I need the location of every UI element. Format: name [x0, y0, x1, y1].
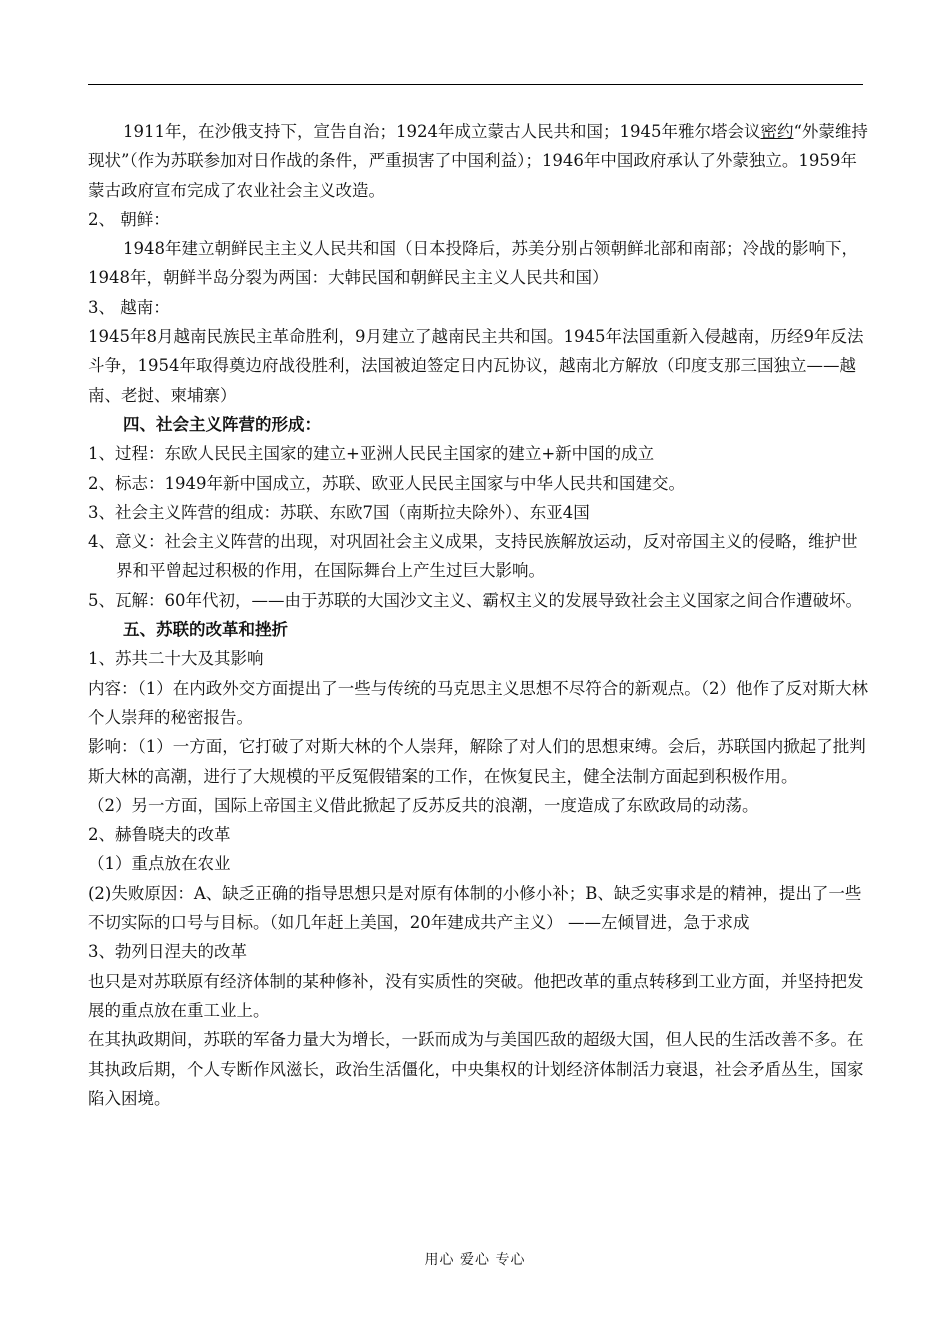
paragraph-korea: 1948年建立朝鲜民主主义人民共和国（日本投降后，苏美分别占领朝鲜北部和南部；冷战的影响下，1948年，朝鲜半岛分裂为两国：大韩民国和朝鲜民主主义人民共和国）	[88, 239, 858, 288]
list-item: （1）重点放在农业	[88, 854, 231, 874]
page-footer: 用心 爱心 专心	[424, 1252, 526, 1268]
list-item: 1、过程：东欧人民民主国家的建立+亚洲人民民主国家的建立+新中国的成立	[88, 444, 655, 464]
document-body	[88, 117, 868, 1113]
paragraph-brezhnev-1: 也只是对苏联原有经济体制的某种修补，没有实质性的突破。他把改革的重点转移到工业方面，并坚持把发展的重点放在重工业上。	[88, 971, 864, 1020]
list-item: 3、勃列日涅夫的改革	[88, 942, 247, 962]
list-item: 5、瓦解：60年代初，——由于苏联的大国沙文主义、霸权主义的发展导致社会主义国家之间合作遭破坏。	[88, 590, 862, 610]
list-item: 2、标志：1949年新中国成立，苏联、欧亚人民民主国家与中华人民共和国建交。	[88, 473, 685, 493]
list-item: 3、社会主义阵营的组成：苏联、东欧7国（南斯拉夫除外）、东亚4国	[88, 502, 590, 522]
paragraph-failure-reasons: (2)失败原因：A、缺乏正确的指导思想只是对原有体制的小修小补；B、缺乏实事求是的精神，提出了一些不切实际的口号与目标。（如几年赶上美国，20年建成共产主义） ——左倾冒进，急于求成	[88, 883, 862, 933]
mongolia-text-continued: “外蒙维持现状”（作为苏联参加对日作战的条件，严重损害了中国利益）；1946年中国政府承认了外蒙独立。1959年蒙古政府宣布完成了农业社会主义改造。	[88, 122, 868, 200]
section-korea-title: 2、 朝鲜：	[88, 209, 170, 229]
underlined-term: 密约	[760, 122, 794, 141]
header-rule	[88, 84, 863, 85]
paragraph-impact-2: （2）另一方面，国际上帝国主义借此掀起了反苏反共的浪潮，一度造成了东欧政局的动荡。	[88, 795, 759, 815]
list-item: 2、赫鲁晓夫的改革	[88, 825, 231, 845]
list-item: 4、意义：社会主义阵营的出现，对巩固社会主义成果，支持民族解放运动，反对帝国主义的侵略，维护世界和平曾起过积极的作用，在国际舞台上产生过巨大影响。	[88, 532, 858, 581]
heading-socialist-camp: 四、社会主义阵营的形成：	[123, 414, 321, 434]
list-item: 1、苏共二十大及其影响	[88, 649, 264, 669]
heading-soviet-reform: 五、苏联的改革和挫折	[123, 620, 288, 640]
paragraph-mongolia	[88, 117, 868, 205]
section-vietnam-title: 3、 越南：	[88, 297, 170, 317]
paragraph-brezhnev-2: 在其执政期间，苏联的军备力量大为增长，一跃而成为与美国匹敌的超级大国，但人民的生活改善不多。在其执政后期，个人专断作风滋长，政治生活僵化，中央集权的计划经济体制活力衰退，社会矛盾丛生，国家陷入困境。	[88, 1030, 864, 1108]
paragraph-impact: 影响：（1）一方面，它打破了对斯大林的个人崇拜，解除了对人们的思想束缚。会后，苏联国内掀起了批判斯大林的高潮，进行了大规模的平反冤假错案的工作，在恢复民主，健全法制方面起到积极作用。	[88, 737, 866, 786]
mongolia-text: 1911年，在沙俄支持下，宣告自治；1924年成立蒙古人民共和国；1945年雅尔塔会议	[123, 122, 761, 141]
paragraph-content: 内容：（1）在内政外交方面提出了一些与传统的马克思主义思想不尽符合的新观点。（2）他作了反对斯大林个人崇拜的秘密报告。	[88, 678, 868, 727]
paragraph-vietnam: 1945年8月越南民族民主革命胜利，9月建立了越南民主共和国。1945年法国重新入侵越南，历经9年反法斗争，1954年取得奠边府战役胜利，法国被迫签定日内瓦协议，越南北方解放（印度支那三国独立——越南、老挝、柬埔寨）	[88, 327, 864, 405]
